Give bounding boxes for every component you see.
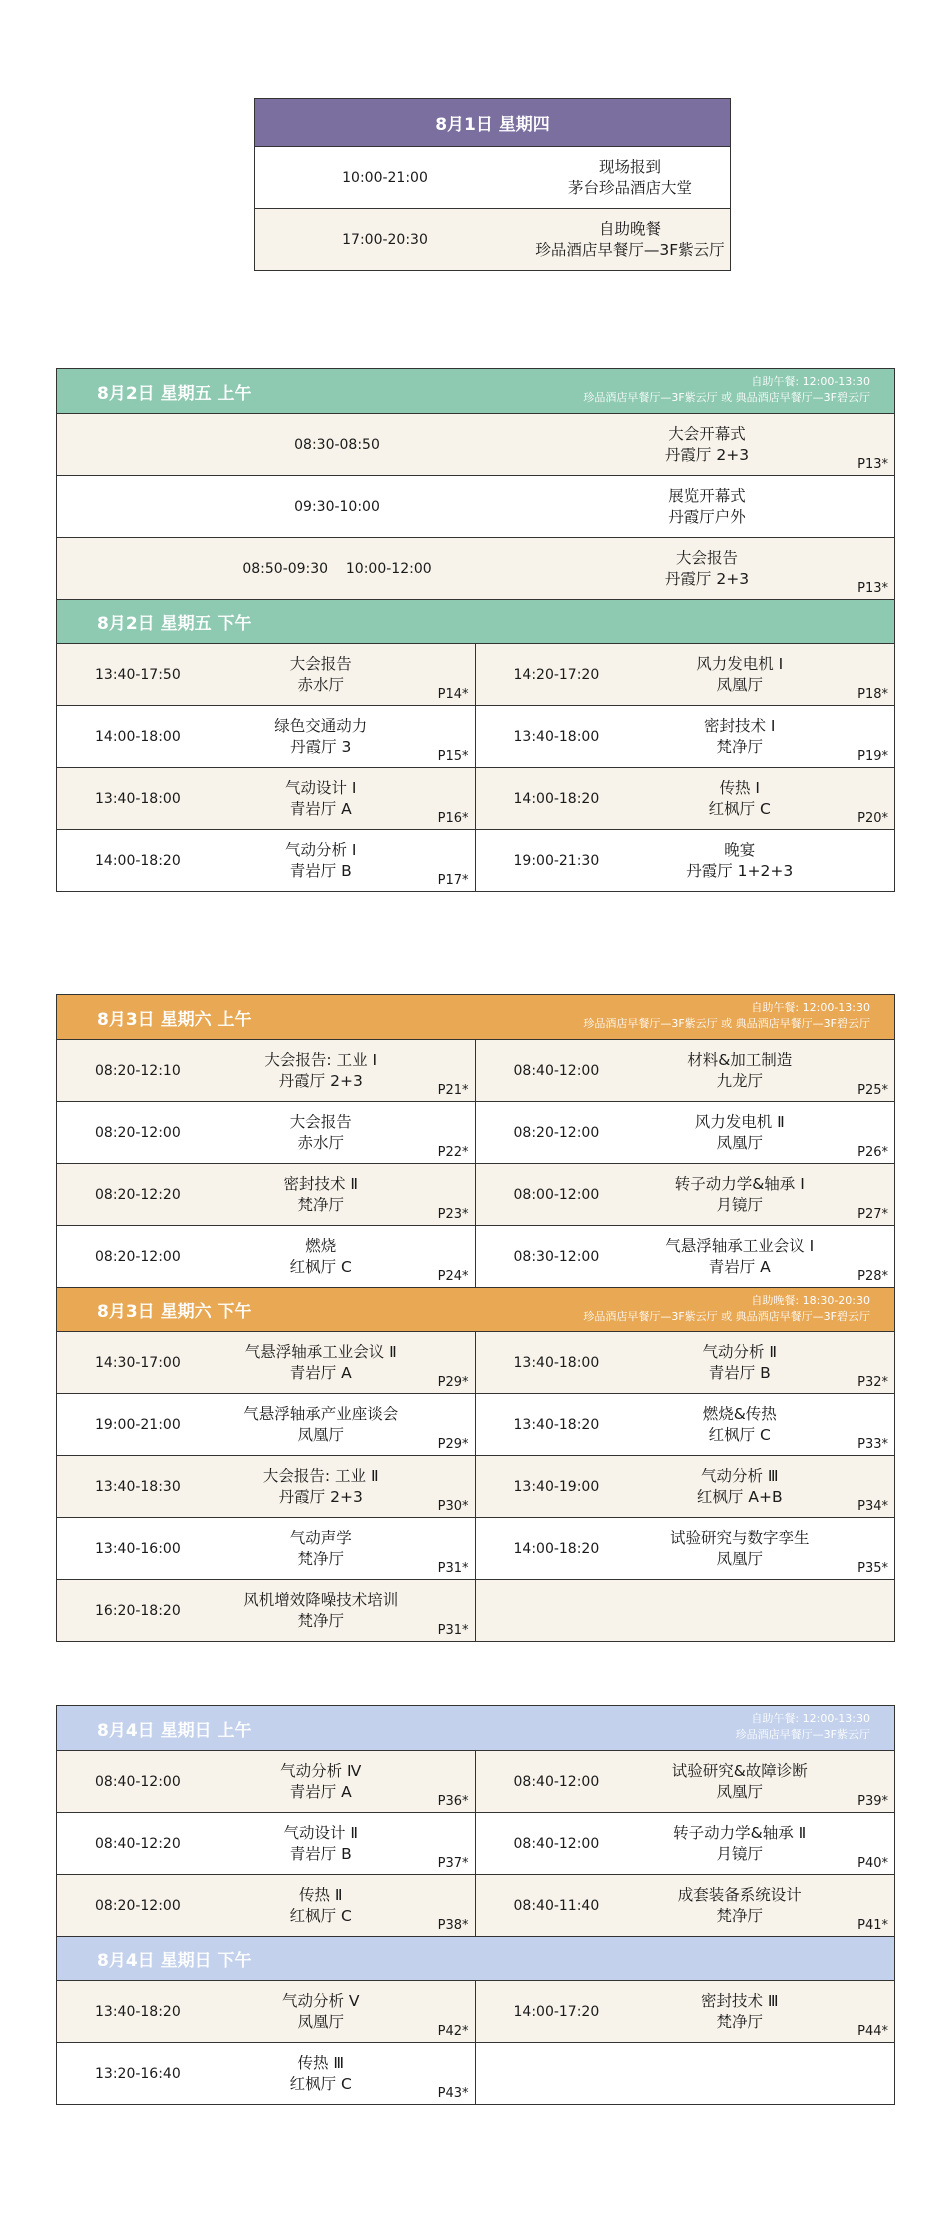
table-row [57,537,894,599]
day2-pm-header [57,599,894,643]
session-title: 自助晚餐 [598,219,661,238]
session-room: 凤凰厅 [297,1425,344,1444]
session-title: 风力发电机 Ⅱ [694,1112,785,1131]
session-cell [476,2043,895,2104]
session-title: 燃烧 [305,1236,337,1255]
session-info [480,147,780,208]
session-time: 08:40-12:00 [513,1835,600,1852]
table-row [57,1039,894,1101]
session-room: 珍品酒店早餐厅—3F紫云厅 [535,240,725,259]
page-ref: P20* [857,811,888,826]
session-title: 风机增效降噪技术培训 [243,1590,399,1609]
table-row [255,208,730,270]
session-room: 凤凰厅 [297,2012,344,2031]
session-room: 丹霞厅 2+3 [664,569,750,588]
session-room: 凤凰厅 [716,675,763,694]
session-time: 08:50-09:30 10:00-12:00 [242,560,432,577]
session-info [626,1456,855,1517]
session-info [207,830,435,891]
session-title: 大会开幕式 [668,424,746,443]
table-row [57,643,894,705]
page-ref: P28* [857,1269,888,1284]
session-info [207,1164,435,1225]
session-title: 晚宴 [724,840,756,859]
session-room: 九龙厅 [716,1071,763,1090]
session-time: 13:40-18:20 [513,1416,600,1433]
page-ref: P15* [437,749,469,764]
session-title: 气悬浮轴承工业会议 Ⅱ [244,1342,397,1361]
session-info [207,644,435,705]
session-time: 08:40-12:00 [513,1773,600,1790]
table-row [57,705,894,767]
session-info [207,2043,435,2104]
session-time: 19:00-21:30 [513,852,600,869]
session-room: 梵净厅 [716,2012,763,2031]
day4-pm-header [57,1936,894,1980]
session-info [626,1164,855,1225]
session-cell [57,1040,476,1101]
session-title: 试验研究&故障诊断 [671,1761,808,1780]
session-cell [57,1394,476,1455]
session-title: 大会报告 [289,1112,352,1131]
meal-info: 自助午餐: 12:00-13:30 珍品酒店早餐厅—3F紫云厅 或 典品酒店早餐厅—3F碧云厅 [583,1001,870,1030]
session-cell [57,1813,476,1874]
page-ref: P36* [437,1794,469,1809]
session-room: 青岩厅 A [289,1782,352,1801]
session-room: 梵净厅 [297,1195,344,1214]
session-title: 大会报告 [289,654,352,673]
session-room: 红枫厅 A+B [696,1487,783,1506]
session-room: 青岩厅 B [708,1363,771,1382]
day3-am-header [57,995,894,1039]
page-ref: P37* [437,1856,469,1871]
session-info [626,1875,855,1936]
session-time: 08:00-12:00 [513,1186,600,1203]
session-room: 青岩厅 A [708,1257,771,1276]
session-room: 红枫厅 C [289,1257,352,1276]
session-room: 青岩厅 A [289,1363,352,1382]
session-info [626,706,855,767]
session-time: 08:40-12:00 [95,1773,181,1790]
session-time: 13:40-18:00 [513,1354,600,1371]
day3-pm-title: 8月3日 星期六 下午 [97,1302,252,1322]
meal-info: 自助晚餐: 18:30-20:30 珍品酒店早餐厅—3F紫云厅 或 典品酒店早餐厅—3F碧云厅 [583,1294,870,1323]
session-cell [57,1164,476,1225]
session-info [626,1981,855,2042]
table-row [57,475,894,537]
session-time: 14:00-18:20 [513,790,600,807]
table-row [57,1455,894,1517]
session-room: 红枫厅 C [708,1425,771,1444]
session-time: 08:20-12:10 [95,1062,181,1079]
session-room: 赤水厅 [297,1133,344,1152]
page-ref: P25* [857,1083,888,1098]
session-info [626,1751,855,1812]
session-info [207,1226,435,1287]
session-title: 燃烧&传热 [702,1404,777,1423]
session-cell [57,1751,476,1812]
session-room: 丹霞厅 3 [290,737,352,756]
session-info [207,1394,435,1455]
session-time: 08:40-12:20 [95,1835,181,1852]
session-title: 风力发电机 Ⅰ [696,654,784,673]
session-cell [476,1751,895,1812]
session-info [626,1580,855,1641]
page-ref: P31* [437,1561,469,1576]
session-title: 现场报到 [598,157,661,176]
session-info [626,830,855,891]
session-info [557,476,857,537]
page-ref: P39* [857,1794,888,1809]
session-time: 14:30-17:00 [95,1354,181,1371]
session-room: 红枫厅 C [289,1906,352,1925]
page-ref: P33* [857,1437,888,1452]
session-time: 08:20-12:00 [95,1124,181,1141]
table-row [57,1393,894,1455]
session-title: 气动分析 Ⅴ [281,1991,360,2010]
session-info [626,1226,855,1287]
page-ref: P43* [437,2086,469,2101]
session-time [514,2043,624,2104]
session-room: 青岩厅 B [289,1844,352,1863]
session-title: 气动分析 Ⅳ [280,1761,362,1780]
session-time: 10:00-21:00 [342,169,428,186]
session-room: 红枫厅 C [289,2074,352,2093]
session-info [626,2043,855,2104]
session-title: 试验研究与数字孪生 [669,1528,810,1547]
page-ref: P32* [857,1375,888,1390]
session-title: 气动分析 Ⅱ [702,1342,778,1361]
session-cell [57,2043,476,2104]
session-time: 13:20-16:40 [95,2065,181,2082]
page-ref: P13* [857,581,888,596]
table-row [57,1750,894,1812]
session-time: 14:20-17:20 [513,666,600,683]
day4-pm-title: 8月4日 星期日 下午 [97,1951,252,1971]
session-title: 大会报告 [675,548,738,567]
table-row [255,146,730,208]
session-info [207,1813,435,1874]
table-row [57,1517,894,1579]
session-time: 08:30-12:00 [513,1248,600,1265]
session-info [557,414,857,475]
day3-block [56,994,895,1642]
session-cell [476,830,895,891]
session-time: 13:40-17:50 [95,666,181,683]
session-info [207,1102,435,1163]
session-cell [57,830,476,891]
session-info [207,1456,435,1517]
day1-block [254,98,731,271]
session-cell [57,1580,476,1641]
session-room: 梵净厅 [716,737,763,756]
session-room: 凤凰厅 [716,1549,763,1568]
day3-am-grid [57,1039,894,1287]
session-cell [476,1456,895,1517]
session-title: 密封技术 Ⅰ [704,716,776,735]
session-title: 大会报告: 工业 Ⅰ [264,1050,378,1069]
session-cell [57,1102,476,1163]
page-ref: P41* [857,1918,888,1933]
day2-am-title: 8月2日 星期五 上午 [97,383,252,404]
session-time: 08:20-12:00 [513,1124,600,1141]
session-room: 红枫厅 C [708,799,771,818]
session-time: 13:40-18:20 [95,2003,181,2020]
session-cell [476,1164,895,1225]
session-info [207,1518,435,1579]
session-title: 传热 Ⅰ [719,778,760,797]
page-ref: P34* [857,1499,888,1514]
session-cell [57,768,476,829]
day3-pm-grid [57,1331,894,1641]
table-row [57,1579,894,1641]
session-title: 密封技术 Ⅲ [700,1991,779,2010]
session-cell [57,706,476,767]
session-room: 月镜厅 [716,1195,763,1214]
session-time [514,1580,624,1641]
session-cell [57,1875,476,1936]
day1-header [255,99,730,146]
session-time: 14:00-18:20 [513,1540,600,1557]
day1-title: 8月1日 星期四 [435,115,550,135]
session-info [207,706,435,767]
session-title: 传热 Ⅲ [297,2053,345,2072]
session-room: 青岩厅 B [289,861,352,880]
session-title: 气动设计 Ⅰ [285,778,357,797]
session-info [207,1751,435,1812]
session-cell [57,1456,476,1517]
session-title: 气悬浮轴承工业会议 Ⅰ [665,1236,815,1255]
session-time: 13:40-19:00 [513,1478,600,1495]
session-time: 08:30-08:50 [294,436,380,453]
session-info [626,1102,855,1163]
page-ref: P14* [437,687,469,702]
session-time: 08:20-12:00 [95,1897,181,1914]
session-title: 绿色交通动力 [274,716,368,735]
session-cell [476,1580,895,1641]
session-info [626,644,855,705]
page-ref: P22* [437,1145,469,1160]
session-time: 09:30-10:00 [294,498,380,515]
table-row [57,413,894,475]
session-title: 转子动力学&轴承 Ⅰ [674,1174,805,1193]
day4-block [56,1705,895,2105]
table-row [57,1101,894,1163]
day4-am-header [57,1706,894,1750]
session-time: 13:40-18:00 [513,728,600,745]
session-time: 14:00-18:00 [95,728,181,745]
session-time: 08:40-11:40 [513,1897,600,1914]
session-cell [476,1040,895,1101]
page-ref: P26* [857,1145,888,1160]
session-cell [476,768,895,829]
page-ref: P35* [857,1561,888,1576]
session-room: 梵净厅 [297,1611,344,1630]
session-info [626,1813,855,1874]
session-cell [57,1332,476,1393]
session-room: 月镜厅 [716,1844,763,1863]
meal-info: 自助午餐: 12:00-13:30 珍品酒店早餐厅—3F紫云厅 或 典品酒店早餐厅—3F碧云厅 [583,375,870,404]
session-cell [476,706,895,767]
day2-pm-grid [57,643,894,891]
session-info [207,1981,435,2042]
session-title: 气悬浮轴承产业座谈会 [243,1404,399,1423]
session-title: 密封技术 Ⅱ [283,1174,359,1193]
session-info [626,768,855,829]
session-info [207,1332,435,1393]
page-ref: P38* [437,1918,469,1933]
session-room: 丹霞厅 2+3 [664,445,750,464]
session-time: 08:20-12:20 [95,1186,181,1203]
session-cell [476,1332,895,1393]
page-ref: P29* [437,1437,469,1452]
session-room: 凤凰厅 [716,1133,763,1152]
table-row [57,1163,894,1225]
session-time: 16:20-18:20 [95,1602,181,1619]
page-ref: P18* [857,687,888,702]
page-ref: P23* [437,1207,469,1222]
page-ref: P21* [437,1083,469,1098]
session-cell [476,1518,895,1579]
day3-pm-header [57,1287,894,1331]
session-room: 丹霞厅 2+3 [278,1071,363,1090]
day3-am-title: 8月3日 星期六 上午 [97,1009,252,1030]
session-info [557,538,857,599]
session-title: 展览开幕式 [668,486,746,505]
session-info [480,209,780,270]
day4-pm-grid [57,1980,894,2104]
table-row [57,1225,894,1287]
session-info [626,1394,855,1455]
day4-am-title: 8月4日 星期日 上午 [97,1720,252,1741]
session-room: 丹霞厅 1+2+3 [686,861,794,880]
session-title: 转子动力学&轴承 Ⅱ [673,1823,807,1842]
page-ref: P13* [857,457,888,472]
session-cell [476,1226,895,1287]
session-room: 梵净厅 [716,1906,763,1925]
table-row [57,829,894,891]
session-cell [476,1813,895,1874]
session-cell [57,1981,476,2042]
session-cell [476,1102,895,1163]
session-info [207,1875,435,1936]
session-info [207,1040,435,1101]
session-title: 成套装备系统设计 [677,1885,802,1904]
session-info [207,768,435,829]
session-room: 丹霞厅户外 [668,507,746,526]
session-room: 青岩厅 A [289,799,352,818]
day4-am-grid [57,1750,894,1936]
session-time: 13:40-18:00 [95,790,181,807]
session-info [626,1040,855,1101]
session-title: 气动设计 Ⅱ [283,1823,359,1842]
session-room: 赤水厅 [297,675,344,694]
session-info [626,1518,855,1579]
page-ref: P24* [437,1269,469,1284]
table-row [57,1331,894,1393]
session-info [626,1332,855,1393]
page-ref: P29* [437,1375,469,1390]
session-time: 14:00-17:20 [513,2003,600,2020]
session-cell [57,644,476,705]
session-title: 材料&加工制造 [687,1050,793,1069]
session-cell [57,1518,476,1579]
session-title: 传热 Ⅱ [298,1885,343,1904]
session-title: 大会报告: 工业 Ⅱ [262,1466,379,1485]
page-ref: P17* [437,873,469,888]
session-room: 茅台珍品酒店大堂 [567,178,692,197]
session-time: 08:20-12:00 [95,1248,181,1265]
session-cell [57,1226,476,1287]
session-room: 梵净厅 [297,1549,344,1568]
session-time: 13:40-18:30 [95,1478,181,1495]
table-row [57,1874,894,1936]
session-time: 17:00-20:30 [342,231,428,248]
page-ref: P42* [437,2024,469,2039]
page-ref: P19* [857,749,888,764]
session-title: 气动分析 Ⅲ [700,1466,779,1485]
table-row [57,2042,894,2104]
session-title: 气动分析 Ⅰ [285,840,357,859]
session-cell [476,1394,895,1455]
page-ref: P30* [437,1499,469,1514]
page-ref: P44* [857,2024,888,2039]
page-ref: P27* [857,1207,888,1222]
day2-block [56,368,895,892]
session-room: 丹霞厅 2+3 [278,1487,363,1506]
session-time: 08:40-12:00 [513,1062,600,1079]
session-cell [476,1981,895,2042]
table-row [57,1980,894,2042]
table-row [57,767,894,829]
session-room: 凤凰厅 [716,1782,763,1801]
session-time: 19:00-21:00 [95,1416,181,1433]
session-cell [476,1875,895,1936]
session-time: 14:00-18:20 [95,852,181,869]
session-title: 气动声学 [289,1528,352,1547]
session-time: 13:40-16:00 [95,1540,181,1557]
session-info [207,1580,435,1641]
day2-pm-title: 8月2日 星期五 下午 [97,614,252,634]
page-ref: P16* [437,811,469,826]
page-ref: P31* [437,1623,469,1638]
meal-info: 自助午餐: 12:00-13:30 珍品酒店早餐厅—3F紫云厅 [735,1712,870,1741]
day2-am-header [57,369,894,413]
session-cell [476,644,895,705]
table-row [57,1812,894,1874]
page-ref: P40* [857,1856,888,1871]
